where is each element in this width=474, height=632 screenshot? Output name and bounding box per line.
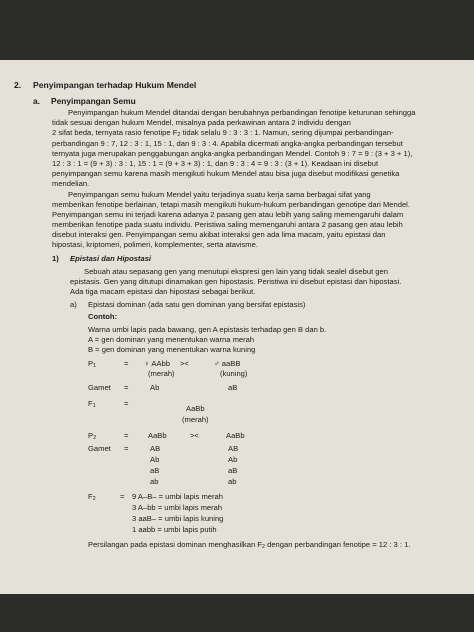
gamet-label: Gamet — [88, 383, 111, 392]
paragraph1-line: perbandingan 9 : 7, 12 : 3 : 1, 15 : 1, dan 9 : 3 : 4. Apabila dicermati angka-angka perbandingan tersebut — [52, 139, 403, 148]
f2-row: 3 aaB– = umbi lapis kuning — [132, 514, 224, 523]
subsection-a-letter: a. — [33, 96, 40, 106]
example-line: B = gen dominan yang menentukan warna kuning — [88, 345, 256, 354]
p1-male-phenotype: (kuning) — [220, 369, 248, 378]
paragraph2-line: Penyimpangan semu ini terjadi karena adanya 2 pasang gen atau lebih yang saling memengaruhi dalam — [52, 210, 404, 219]
subsection-a-title: Penyimpangan Semu — [51, 96, 136, 106]
paragraph1-line: 12 : 3 : 1 = (9 + 3) : 3 : 1, 15 : 1 = (9 + 3 + 3) : 1, dan 9 : 3 : 4 = 9 : 3 : (3 + 1). Keadaan ini disebut — [52, 159, 379, 168]
paragraph3-line: Sebuah atau sepasang gen yang menutupi ekspresi gen lain yang tidak sealel disebut gen — [84, 267, 388, 276]
item-a-letter: a) — [70, 300, 77, 309]
paragraph1-line: penyimpangan semu karena masih mengikuti hukum Mendel atau bisa juga disebut modifikasi genetika — [52, 169, 400, 178]
paragraph1-line: mendelian. — [52, 179, 90, 188]
scan-top-border — [0, 0, 474, 60]
p1-cross-sign: >< — [180, 359, 189, 368]
paragraph2-line: hipostasi, kriptomeri, polimeri, komplementer, serta atavisme. — [52, 240, 258, 249]
f2-row: 3 A–bb = umbi lapis merah — [132, 503, 223, 512]
paragraph3-line: Ada tiga macam epistasi dan hipostasi sebagai berikut. — [70, 287, 256, 296]
section-title: Penyimpangan terhadap Hukum Mendel — [33, 80, 197, 90]
gamet-equals: = — [124, 383, 129, 392]
f1-equals: = — [124, 399, 129, 408]
paragraph2-line: Penyimpangan semu hukum Mendel yaitu terjadinya suatu kerja sama berbagai sifat yang — [68, 190, 371, 199]
paragraph1-line: 2 sifat beda, ternyata rasio fenotipe $F_2$ tidak selalu 9 : 3 : 3 : 1. Namun, sering dijumpai perbandingan- — [52, 128, 394, 138]
gamet2-left: Ab — [150, 455, 160, 464]
paragraph1-line: ternyata juga merupakan penggabungan angka-angka perbandingan Mendel. Contoh 9 : 7 = 9 : (3 + 3 + 1), — [52, 149, 413, 158]
paragraph3-line: epistasis. Gen yang ditutupi dinamakan gen hipostasis. Peristiwa ini disebut epistasi dan hipostasi. — [70, 277, 402, 286]
f1-genotype: AaBb — [186, 404, 205, 413]
gamet2-right: Ab — [228, 455, 238, 464]
f2-row: 1 aabb = umbi lapis putih — [132, 525, 217, 534]
subsection-1-title: Epistasi dan Hipostasi — [70, 254, 152, 263]
gamet2-left: aB — [150, 466, 160, 475]
example-line: A = gen dominan yang menentukan warna merah — [88, 335, 255, 344]
paragraph2-line: memberikan fenotipe berlainan, tetapi masih mengikuti hukum-hukum perbandingan genotipe dari Mendel. — [52, 200, 410, 209]
gamet2-right: AB — [228, 444, 239, 453]
f1-phenotype: (merah) — [182, 415, 209, 424]
example-line: Warna umbi lapis pada bawang, gen A epistasis terhadap gen B dan b. — [88, 325, 327, 334]
scan-bottom-border — [0, 594, 474, 632]
f2-row: 9 A–B– = umbi lapis merah — [132, 492, 223, 501]
gamet2-label: Gamet — [88, 444, 111, 453]
p2-cross-sign: >< — [190, 431, 199, 440]
p1-male-genotype: ♂ aaBB — [214, 359, 241, 368]
p2-label: $P_2$ — [88, 431, 97, 441]
paragraph2-line: disebut interaksi gen. Penyimpangan semu akibat interaksi gen ada lima macam, yaitu epistasi dan — [52, 230, 386, 239]
p2-equals: = — [124, 431, 129, 440]
gamet-female: Ab — [150, 383, 160, 392]
gamet2-left: ab — [150, 477, 159, 486]
p1-label: $P_1$ — [88, 359, 97, 369]
f2-equals: = — [120, 492, 125, 501]
p1-female-phenotype: (merah) — [148, 369, 175, 378]
section-number: 2. — [14, 80, 22, 90]
p1-female-genotype: ♀ AAbb — [144, 359, 170, 368]
p1-equals: = — [124, 359, 129, 368]
gamet2-equals: = — [124, 444, 129, 453]
paragraph2-line: memberikan fenotipe pada suatu individu. Peristiwa saling memengaruhi antara 2 pasang gen atau lebih — [52, 220, 403, 229]
paragraph1-line: Penyimpangan hukum Mendel ditandai dengan berubahnya perbandingan fenotipe keturunan sehingga — [68, 108, 416, 117]
conclusion: Persilangan pada epistasi dominan menghasilkan $F_2$ dengan perbandingan fenotipe = 12 : 3 : 1. — [88, 540, 411, 550]
paragraph1-line: tidak sesuai dengan hukum Mendel, misalnya pada perkawinan antara 2 individu dengan — [52, 118, 351, 127]
f1-label: $F_1$ — [88, 399, 96, 409]
contoh-label: Contoh: — [88, 312, 118, 321]
f2-label: $F_2$ — [88, 492, 96, 502]
gamet2-right: aB — [228, 466, 238, 475]
gamet2-right: ab — [228, 477, 237, 486]
p2-left-genotype: AaBb — [148, 431, 167, 440]
gamet2-left: AB — [150, 444, 161, 453]
subsection-1-number: 1) — [52, 254, 59, 263]
gamet-male: aB — [228, 383, 238, 392]
p2-right-genotype: AaBb — [226, 431, 245, 440]
item-a-text: Epistasi dominan (ada satu gen dominan yang bersifat epistasis) — [88, 300, 306, 309]
